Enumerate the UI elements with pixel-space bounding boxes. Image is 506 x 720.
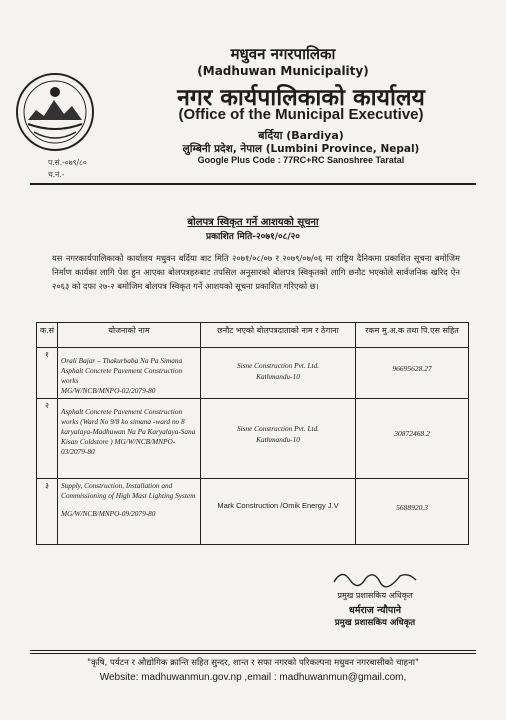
row-project [58,399,201,479]
header-office-nepali: नगर कार्यपालिकाको कार्यालय [177,85,425,111]
table-header-row [37,323,469,348]
row-contractor [201,348,356,399]
header-office-english: (Office of the Municipal Executive) [178,106,424,123]
header-contractor: छनौट भएको बोलपत्रदाताको नाम र ठेगाना [201,323,356,348]
header-district: बर्दिया (Bardiya) [258,129,344,142]
header-municipality-nepali: मधुवन नगरपालिका [230,45,336,63]
dispatch-number: च.नं.- [48,170,65,179]
contractor-address: Kathmandu-10 [256,435,300,444]
header-plus-code: Google Plus Code : 77RC+RC Sanoshree Taratal [197,155,405,165]
signature-role: प्रमुख प्रशासकिय अधिकृत [337,591,413,600]
footer-slogan: "कृषि, पर्यटन र औद्योगिक क्रान्ति सहित सुन्दर, शान्त र सफा नगरको परिकल्पना मधुवन नगरबासीको चाहना" [87,658,419,668]
header-divider [30,183,476,185]
project-name: Orali Bajar – Thakurbaba Na Pa Simana Asphalt Concrete Pavement Construction works [61,356,183,385]
table-row [37,348,469,399]
table-row [37,399,469,479]
notice-title: बोलपत्र स्विकृत गर्ने आशयको सूचना [187,217,319,228]
header-sn: क.सं [37,323,58,348]
reference-number: प.सं.-०७९/८० [48,158,87,167]
contractor-name: Sisne Construction Pvt. Ltd. [236,424,320,433]
project-code: MG/W/NCB/MNPO-02/2079-80 [61,386,156,395]
project-code: MG/W/NCB/MNPO-09/2079-80 [61,509,156,518]
row-sn: ३ [37,479,58,545]
municipality-logo [14,70,96,154]
signature-scribble [330,566,420,588]
table-row [37,479,469,545]
amount-value: 5688920.3 [396,503,428,512]
footer-divider-bottom [30,653,476,654]
row-amount [356,348,469,399]
row-project [58,348,201,399]
row-amount [356,399,469,479]
tender-table [36,322,469,545]
contractor-address: Kathmandu-10 [256,372,300,381]
notice-published-date: प्रकाशित मिति-२०७१/०८/२० [205,232,300,242]
amount-value: 96695628.27 [392,364,432,373]
row-sn: १ [37,348,58,399]
row-amount [356,479,469,545]
footer-contact: Website: madhuwanmun.gov.np ,email : madhuwanmun@gmail.com, [99,672,407,683]
signature-title: प्रमुख प्रशासकिय अधिकृत [334,618,416,628]
row-sn: २ [37,399,58,479]
footer-divider-top [30,650,476,651]
project-name: Asphalt Concrete Pavement Construction works (Ward No 9/8 ko simana -ward no 8 karyalaya-Madhuwan Na Pa Karyalaya-Sana Kisan Coldstore ) MG/W/NCB/MNPO-03/2079-80 [61,407,196,456]
header-municipality-english: (Madhuwan Municipality) [197,64,369,78]
header-province: लुम्बिनी प्रदेश, नेपाल (Lumbini Province, Nepal) [182,143,420,155]
notice-body: यस नगरकार्यपालिकाको कार्यालय मधुवन बर्दिया बाट मिति २०७१/०८/०७ र २०७९/०७/०६ मा राष्ट्रिय दैनिकमा प्रकाशित सूचना बमोजिम निर्माण कार्यका लागि पेश हुन आएका बोलपत्रहरुबाट तपसिल अनुसारको बोलपत्र स्विकृतको लागि छनौट भएकोले सार्वजनिक खरिद ऐन २०६३ को दफा २७-२ बमोजिम बोलपत्र स्विकृत गर्ने आशयको सूचना प्रकाशित गरिएको छ। [52,253,460,291]
row-project [58,479,201,545]
header-amount: रकम मु.अ.क तथा पि.एस सहित [356,323,469,348]
header-project: योजनाको नाम [58,323,201,348]
row-contractor [201,399,356,479]
signature-name: धर्मराज न्यौपाने [348,605,402,616]
amount-value: 30872468.2 [394,429,430,438]
contractor-name: Mark Construction /Omik Energy J.V [217,501,339,510]
contractor-name: Sisne Construction Pvt. Ltd. [236,361,320,370]
project-name: Supply, Construction, Installation and Commissioning of High Mast Lighting System [61,481,196,500]
row-contractor [201,479,356,545]
